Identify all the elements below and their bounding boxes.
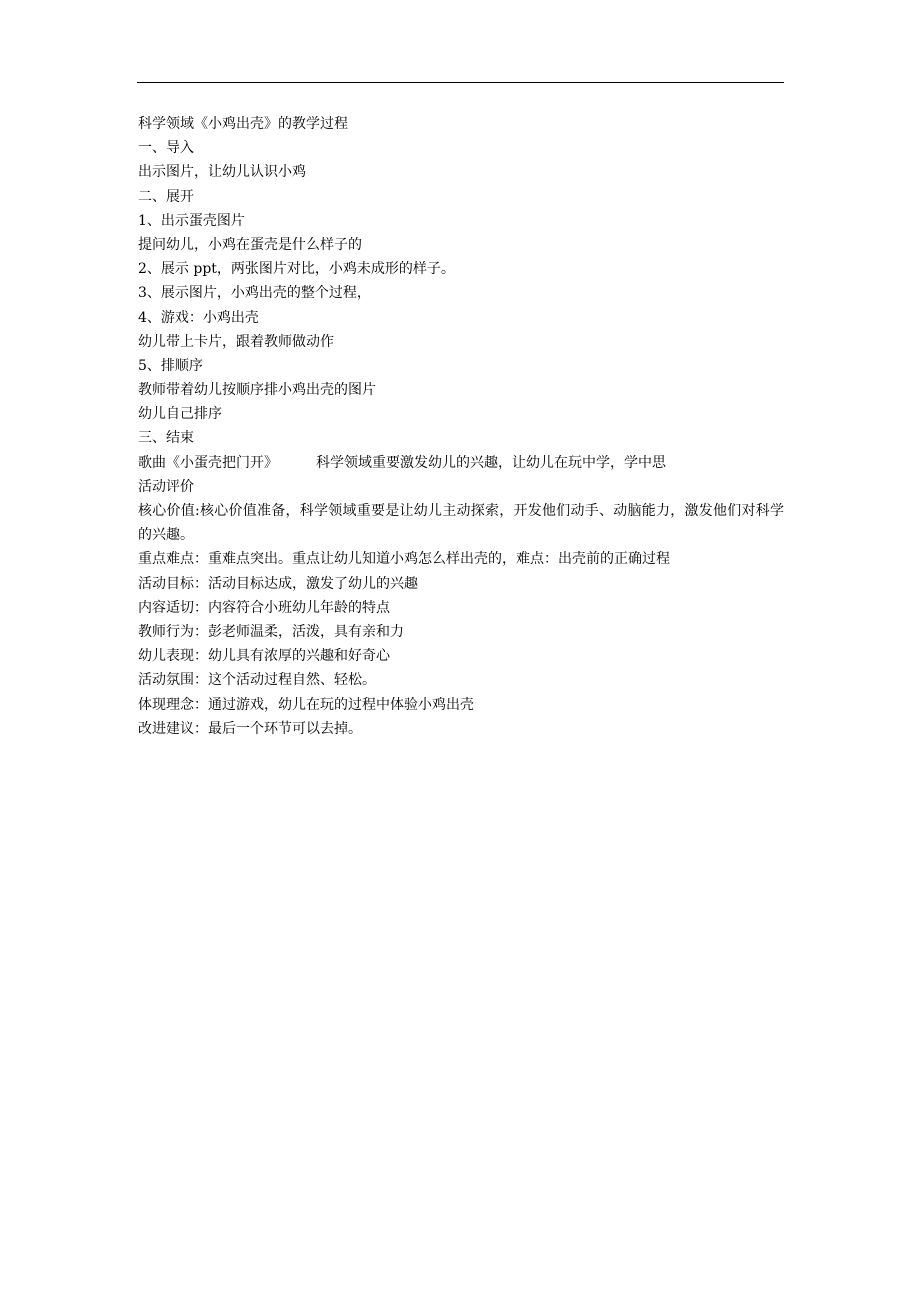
song-line <box>138 451 784 475</box>
section-line: 幼儿自己排序 <box>138 406 222 423</box>
core-value-paragraph: 核心价值:核心价值准备，科学领域重要是让幼儿主动探索，开发他们动手、动脑能力，激发他们对科学的兴趣。 <box>138 503 784 544</box>
section-line: 4、游戏：小鸡出壳 <box>138 309 259 326</box>
evaluation-item: 活动目标：活动目标达成，激发了幼儿的兴趣 <box>138 575 418 592</box>
section-line: 1、出示蛋壳图片 <box>138 212 245 229</box>
section-line: 5、排顺序 <box>138 357 203 374</box>
section-line: 提问幼儿，小鸡在蛋壳是什么样子的 <box>138 236 362 253</box>
document-body <box>138 112 784 741</box>
section-line: 教师带着幼儿按顺序排小鸡出壳的图片 <box>138 382 376 399</box>
song-title: 歌曲《小蛋壳把门开》 <box>138 454 278 471</box>
evaluation-item: 改进建议：最后一个环节可以去掉。 <box>138 720 362 737</box>
evaluation-item: 教师行为：彭老师温柔，活泼，具有亲和力 <box>138 623 404 640</box>
song-note: 科学领域重要激发幼儿的兴趣，让幼儿在玩中学，学中思 <box>316 454 666 471</box>
document-title: 科学领域《小鸡出壳》的教学过程 <box>138 116 348 132</box>
evaluation-item: 内容适切：内容符合小班幼儿年龄的特点 <box>138 599 390 616</box>
section-line: 三、结束 <box>138 430 194 447</box>
evaluation-item: 体现理念：通过游戏，幼儿在玩的过程中体验小鸡出壳 <box>138 696 474 713</box>
section-line: 2、展示 ppt，两张图片对比，小鸡未成形的样子。 <box>138 261 455 278</box>
evaluation-item: 幼儿表现：幼儿具有浓厚的兴趣和好奇心 <box>138 648 390 665</box>
section-line: 一、导入 <box>138 140 194 157</box>
section-line: 3、展示图片，小鸡出壳的整个过程， <box>138 285 371 302</box>
section-line: 二、展开 <box>138 188 194 205</box>
section-line: 出示图片，让幼儿认识小鸡 <box>138 164 306 181</box>
evaluation-item: 重点难点：重难点突出。重点让幼儿知道小鸡怎么样出壳的，难点：出壳前的正确过程 <box>138 551 670 568</box>
evaluation-item: 活动氛围：这个活动过程自然、轻松。 <box>138 672 376 689</box>
section-line: 幼儿带上卡片，跟着教师做动作 <box>138 333 334 350</box>
header-rule <box>137 82 784 83</box>
evaluation-heading: 活动评价 <box>138 478 194 495</box>
